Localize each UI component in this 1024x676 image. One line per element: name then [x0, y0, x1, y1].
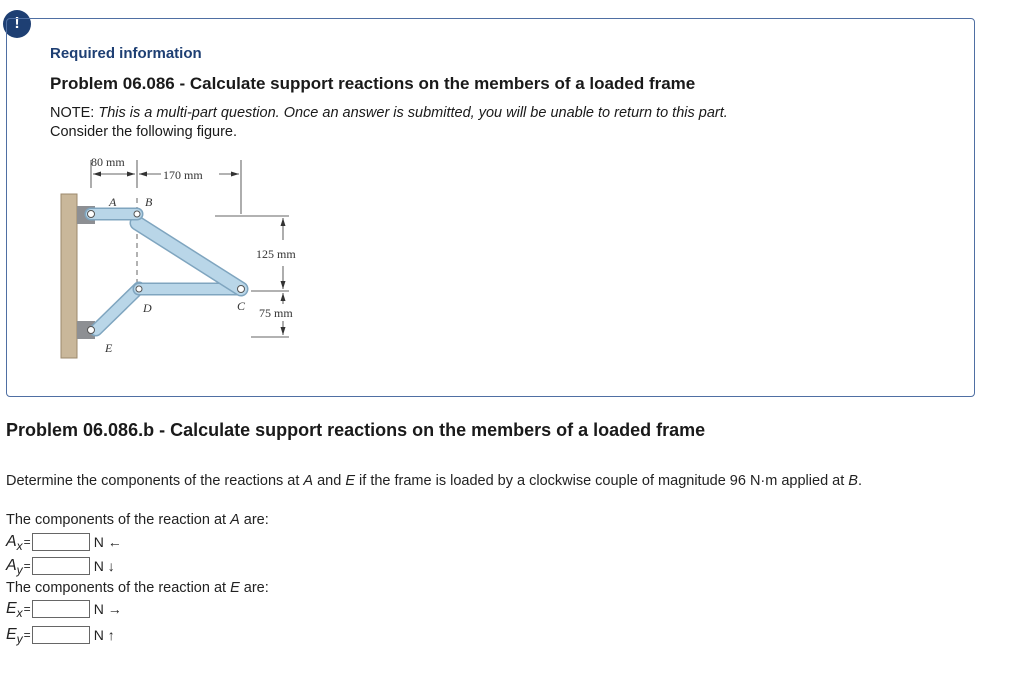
- pin-d: [136, 286, 142, 292]
- pin-a: [88, 211, 95, 218]
- answer-row-ex: [6, 598, 122, 620]
- var-subscript: y: [16, 632, 23, 646]
- member-bd: [96, 288, 139, 330]
- note-prefix: NOTE:: [50, 105, 99, 121]
- label-var: E: [230, 580, 240, 596]
- unit-label: N ↑: [93, 627, 115, 643]
- answer-row-ax: [6, 531, 122, 553]
- answer-row-ay: [6, 555, 115, 577]
- pin-e: [88, 327, 95, 334]
- equals-sign: =: [23, 602, 31, 616]
- question-text: [6, 473, 862, 489]
- var-symbol: E: [6, 600, 17, 617]
- pin-b: [134, 211, 140, 217]
- question-segment: .: [857, 473, 862, 489]
- dim-80-label: 80 mm: [91, 155, 125, 169]
- label-c: C: [237, 299, 246, 313]
- question-var-b: B: [848, 473, 858, 489]
- reaction-a-label: [6, 512, 269, 528]
- question-var-a: A: [303, 473, 314, 489]
- frame-figure: [55, 148, 335, 366]
- label-e: E: [105, 341, 113, 355]
- ay-input[interactable]: [32, 557, 90, 575]
- part-b-title: Problem 06.086.b - Calculate support reactions on the members of a loaded frame: [6, 420, 706, 440]
- equals-sign: =: [23, 559, 31, 573]
- question-segment: and: [313, 473, 346, 489]
- question-segment: if the frame is loaded by a clockwise couple of magnitude 96 N·m applied at: [355, 473, 849, 489]
- var-symbol: E: [6, 626, 17, 643]
- dim-125-label: 125 mm: [256, 247, 296, 261]
- note-body: This is a multi-part question. Once an answer is submitted, you will be unable to return to this part.: [98, 105, 728, 121]
- var-subscript: y: [16, 563, 23, 577]
- answer-row-ey: [6, 624, 115, 646]
- var-subscript: x: [16, 539, 23, 553]
- problem-title: Problem 06.086 - Calculate support reactions on the members of a loaded frame: [50, 74, 696, 93]
- ey-input[interactable]: [32, 626, 90, 644]
- alert-icon: !: [3, 10, 31, 38]
- equals-sign: =: [23, 535, 31, 549]
- dim-170-label: 170 mm: [163, 168, 203, 182]
- unit-label: N →: [93, 601, 122, 617]
- unit-label: N ↓: [93, 558, 115, 574]
- label-d: D: [143, 301, 152, 315]
- label-segment: are:: [239, 580, 269, 596]
- member-bc: [137, 223, 241, 289]
- consider-text: Consider the following figure.: [50, 124, 237, 140]
- label-segment: are:: [239, 512, 269, 528]
- required-info-heading: Required information: [50, 45, 202, 62]
- question-segment: Determine the components of the reactions at: [6, 473, 304, 489]
- var-subscript: x: [16, 606, 23, 620]
- unit-label: N ←: [93, 534, 122, 550]
- var-symbol: A: [6, 533, 17, 550]
- label-var: A: [230, 512, 240, 528]
- wall-support: [61, 194, 77, 358]
- label-segment: The components of the reaction at: [6, 512, 231, 528]
- pin-c: [238, 286, 245, 293]
- question-var-e: E: [345, 473, 356, 489]
- ax-input[interactable]: [32, 533, 90, 551]
- label-a: A: [109, 195, 117, 209]
- dim-75-label: 75 mm: [259, 306, 293, 320]
- label-b: B: [145, 195, 153, 209]
- equals-sign: =: [23, 628, 31, 642]
- var-symbol: A: [6, 557, 17, 574]
- note-text: [50, 104, 728, 142]
- label-segment: The components of the reaction at: [6, 580, 231, 596]
- ex-input[interactable]: [32, 600, 90, 618]
- reaction-e-label: [6, 580, 269, 596]
